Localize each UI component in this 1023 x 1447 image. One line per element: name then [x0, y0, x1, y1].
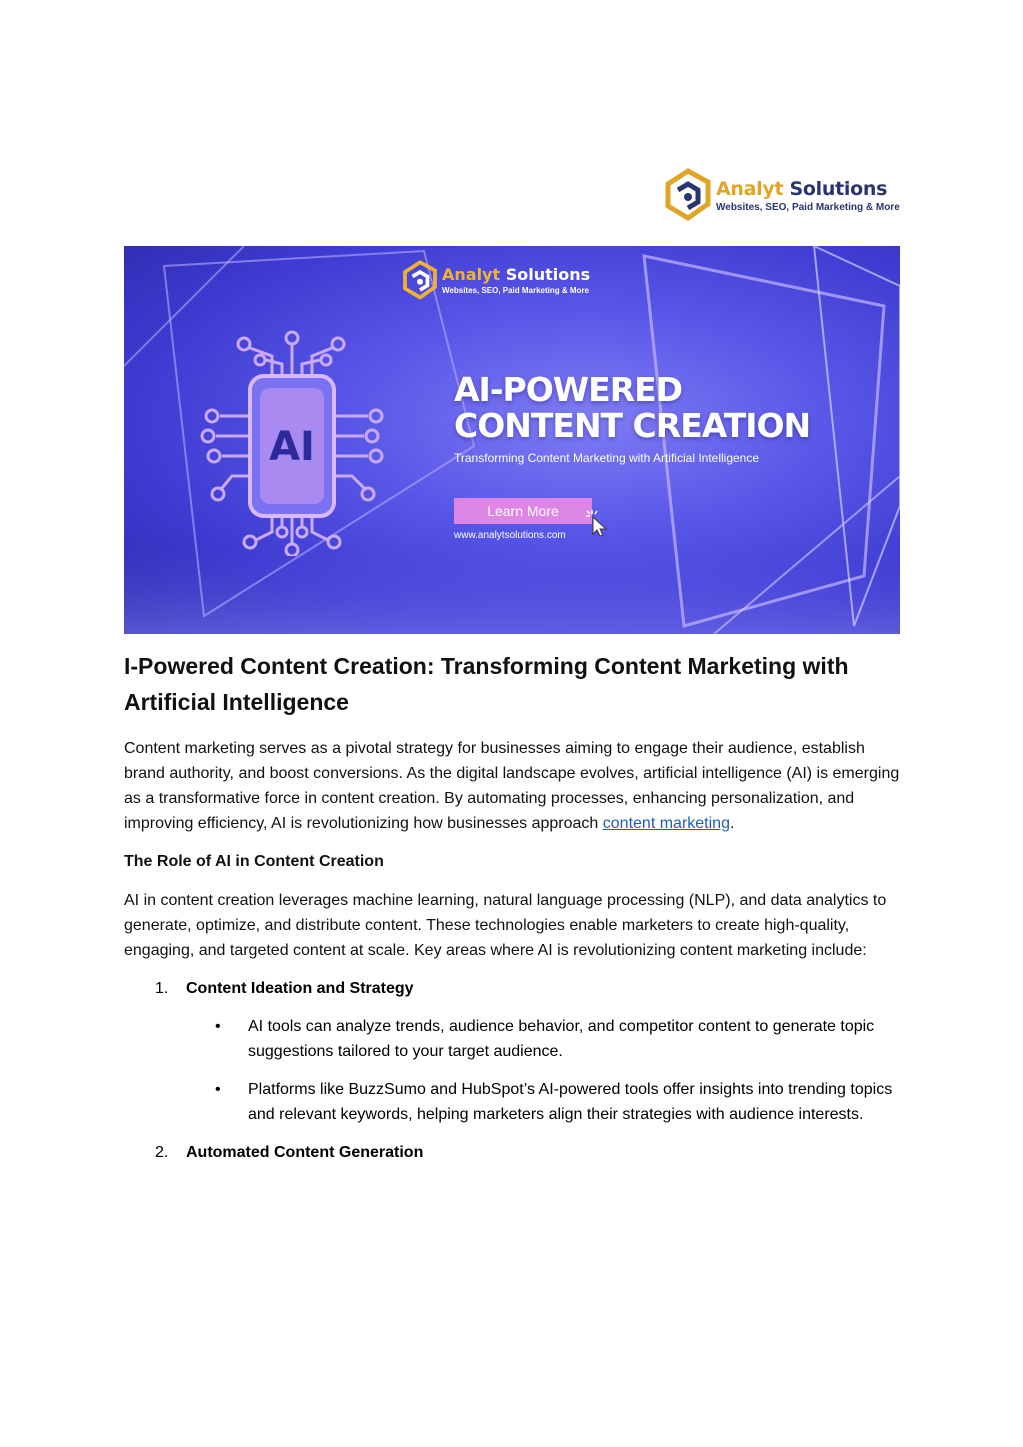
- section-heading: The Role of AI in Content Creation: [124, 853, 384, 870]
- bullet-list: [124, 1014, 900, 1127]
- intro-paragraph: Content marketing serves as a pivotal strategy for businesses aiming to engage their audience, establish brand authority, and boost conversions. As the digital landscape evolves, artificial intelligence (AI) is emerging as a transformative force in content creation. By automating processes, enhancing personalization, and improving efficiency, AI is revolutionizing how businesses approach content marketing.: [124, 740, 900, 832]
- banner-title: AI-POWERED CONTENT CREATION: [454, 370, 811, 445]
- chip-label: AI: [269, 424, 315, 470]
- analyt-logo-icon: [402, 260, 438, 302]
- bullet-item: • Platforms like BuzzSumo and HubSpot’s AI-powered tools offer insights into trending topics and relevant keywords, helping marketers align their strategies with audience interests.: [124, 1077, 900, 1127]
- brand-tagline: Websites, SEO, Paid Marketing & More: [716, 201, 900, 213]
- article-title: I-Powered Content Creation: Transforming Content Marketing with Artificial Intelligence: [124, 653, 849, 715]
- list-item-title: Content Ideation and Strategy: [186, 980, 414, 997]
- numbered-list: [124, 976, 900, 1001]
- analyt-logo-icon: [664, 168, 712, 224]
- bullet-item: • AI tools can analyze trends, audience behavior, and competitor content to generate topic suggestions tailored to your target audience.: [124, 1014, 900, 1064]
- learn-more-button[interactable]: Learn More: [454, 498, 592, 524]
- list-item: [124, 976, 900, 1001]
- bullet-icon: •: [215, 1018, 221, 1035]
- header-logo: [664, 166, 904, 226]
- brand-name: Analyt Solutions: [716, 177, 888, 200]
- cursor-click-icon: [584, 508, 614, 538]
- banner-brand-name: Analyt Solutions: [442, 265, 591, 284]
- content-marketing-link[interactable]: content marketing: [602, 815, 730, 832]
- list-item-title: Automated Content Generation: [186, 1144, 424, 1161]
- banner-subtitle: Transforming Content Marketing with Artificial Intelligence: [454, 451, 760, 465]
- bullet-icon: •: [215, 1081, 221, 1098]
- article: [124, 648, 900, 1165]
- section-paragraph: AI in content creation leverages machine learning, natural language processing (NLP), and data analytics to generate, optimize, and distribute content. These technologies enable marketers to create high-quality, engaging, and targeted content at scale. Key areas where AI is revolutionizing content marketing include:: [124, 892, 887, 959]
- list-number: 1.: [155, 980, 169, 997]
- banner-brand-tagline: Websites, SEO, Paid Marketing & More: [442, 286, 589, 295]
- ai-chip-icon: [192, 326, 392, 556]
- hero-banner: [124, 246, 900, 634]
- list-item: [124, 1140, 900, 1165]
- banner-url: www.analytsolutions.com: [454, 530, 566, 541]
- banner-logo: [402, 260, 590, 302]
- numbered-list: [124, 1140, 900, 1165]
- list-number: 2.: [155, 1144, 169, 1161]
